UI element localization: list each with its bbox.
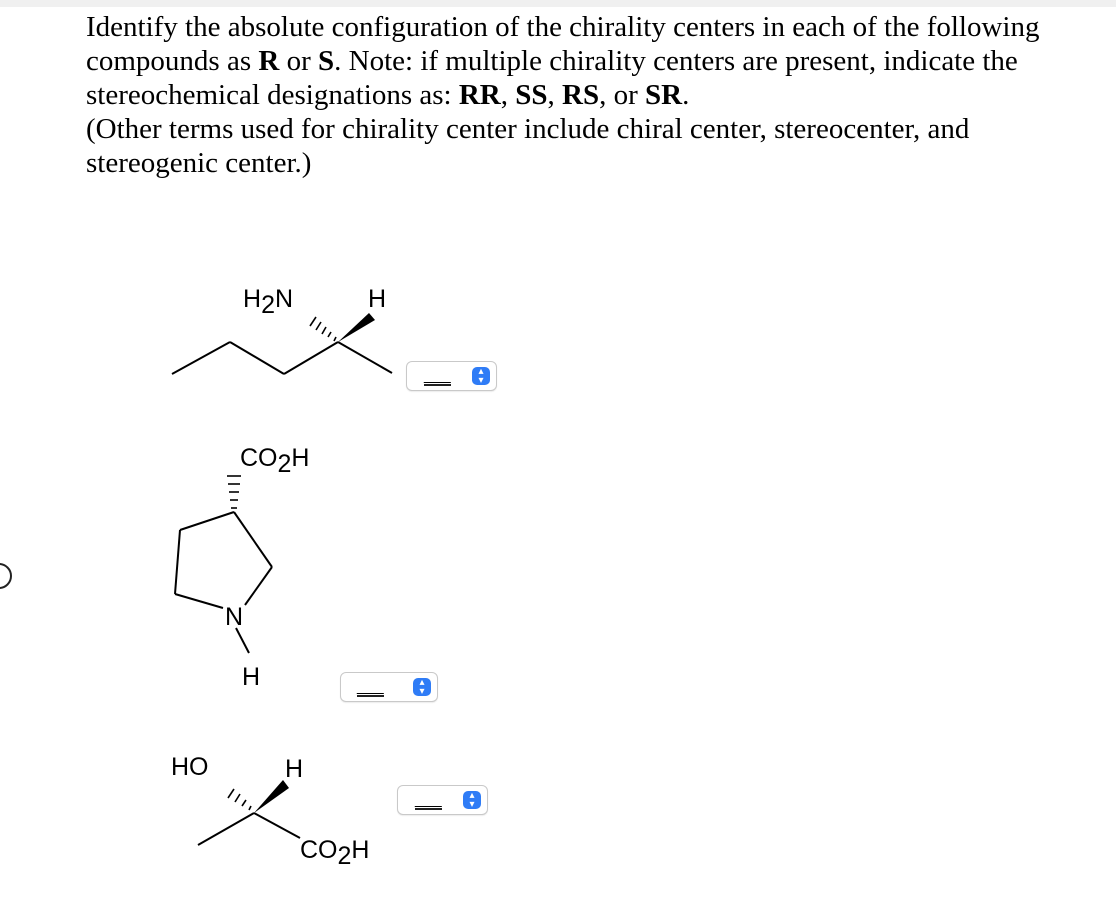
chevron-up-down-icon: ▴ ▾ — [472, 367, 490, 385]
nitrogen-label: N — [225, 603, 244, 631]
hydrogen-label: H — [285, 755, 304, 783]
bond — [254, 813, 300, 838]
text-segment: . — [682, 79, 690, 111]
solid-wedge-bond — [254, 780, 289, 813]
carboxyl-label: CO2H — [300, 836, 370, 870]
answer-dropdown-3[interactable] — [397, 785, 488, 815]
text-segment: , — [500, 79, 516, 111]
hydrogen-label: H — [368, 285, 387, 313]
hashed-wedge-bond — [228, 789, 251, 810]
term-s: S — [318, 45, 335, 77]
text-segment: . Note: if multiple chirality centers are present, indicate the — [334, 45, 1018, 77]
text-segment: , or — [599, 79, 646, 111]
carboxyl-label: CO2H — [240, 444, 310, 478]
amine-label: H2N — [243, 285, 294, 319]
text-segment: or — [279, 45, 318, 77]
bond — [198, 813, 254, 845]
term-sr: SR — [645, 79, 683, 111]
dropdown-value: ___ — [357, 678, 384, 695]
question-line-5-text: stereogenic center.) — [86, 147, 312, 179]
term-r: R — [258, 45, 280, 77]
term-rs: RS — [562, 79, 600, 111]
text-segment: stereochemical designations as: — [86, 79, 459, 111]
term-rr: RR — [458, 79, 501, 111]
chevron-up-down-icon: ▴ ▾ — [463, 791, 481, 809]
term-ss: SS — [515, 79, 548, 111]
chevron-up-down-icon: ▴ ▾ — [413, 678, 431, 696]
answer-dropdown-1[interactable] — [406, 361, 497, 391]
dropdown-value: ___ — [424, 367, 451, 384]
hydroxyl-label: HO — [171, 753, 209, 781]
hydrogen-label: H — [242, 663, 261, 691]
question-line-4-text: (Other terms used for chirality center include chiral center, stereocenter, and — [86, 113, 970, 145]
answer-dropdown-2[interactable] — [340, 672, 438, 702]
text-segment: , — [547, 79, 563, 111]
text-segment: compounds as — [86, 45, 259, 77]
question-line-1-text: Identify the absolute configuration of the chirality centers in each of the following — [86, 11, 1040, 43]
dropdown-value: ___ — [415, 791, 442, 808]
